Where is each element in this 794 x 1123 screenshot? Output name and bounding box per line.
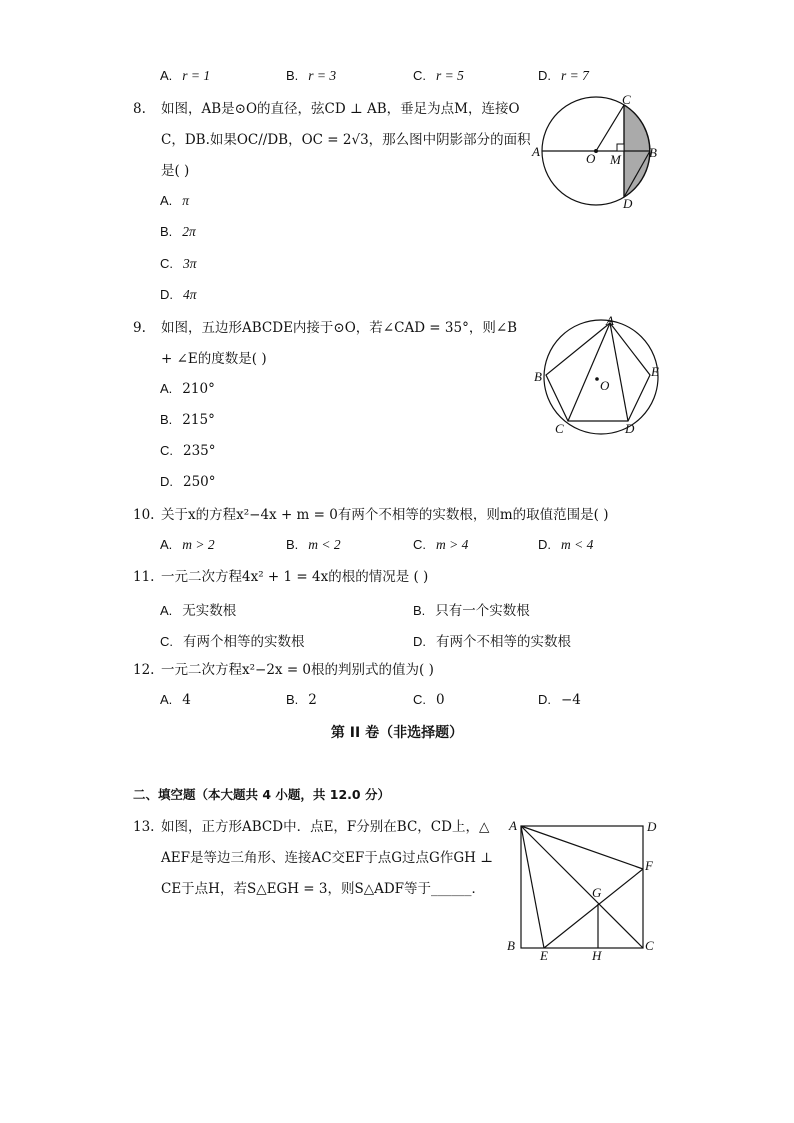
q8-option-a: A. π: [160, 193, 190, 208]
q13-stem-line3: CE于点H，若S△EGH = 3，则S△ADF等于______．: [161, 881, 486, 897]
q11-option-d: D. 有两个不相等的实数根: [413, 634, 571, 650]
q13-segment-af: [521, 826, 643, 869]
q13-stem-line2: AEF是等边三角形、连接AC交EF于点G过点G作GH ⊥: [161, 850, 493, 866]
q10-option-b: B. m < 2: [286, 537, 341, 552]
q9-label-b: B: [534, 369, 542, 384]
q9-pentagon-figure: [530, 315, 670, 437]
q9-label-d: D: [625, 421, 635, 436]
q9-label-c: C: [555, 421, 564, 436]
q13-label-g: G: [592, 885, 602, 900]
q8-option-d: D. 4π: [160, 287, 197, 302]
q8-label-a: A: [532, 144, 540, 159]
q9-option-a: A. 210°: [160, 381, 215, 397]
q9-number: 9.: [133, 320, 146, 336]
q13-label-e: E: [540, 948, 548, 963]
q11-number: 11.: [133, 569, 155, 585]
q8-label-d: D: [623, 196, 633, 210]
q11-option-a: A. 无实数根: [160, 603, 237, 619]
q13-label-b: B: [507, 938, 515, 953]
q13-stem-line1: 如图，正方形ABCD中．点E，F分别在BC，CD上，△: [161, 819, 490, 835]
q9-stem-line1: 如图，五边形ABCDE内接于⊙O，若∠CAD = 35°，则∠B: [161, 320, 518, 336]
q8-label-c: C: [622, 92, 631, 107]
q13-label-a: A: [509, 818, 517, 833]
q13-square-figure: [504, 815, 664, 965]
q8-label-b: B: [649, 145, 657, 160]
q9-stem-line2: + ∠E的度数是( ): [161, 351, 267, 367]
q9-label-a: A: [606, 315, 614, 328]
q12-number: 12.: [133, 662, 155, 678]
q13-label-h: H: [592, 948, 602, 963]
q9-center-dot: [595, 377, 599, 381]
q8-number: 8.: [133, 101, 146, 117]
q8-circle-figure: [528, 92, 668, 210]
section2-title: 二、填空题（本大题共 4 小题，共 12.0 分）: [133, 787, 390, 802]
q7-option-b: B. r = 3: [286, 68, 337, 83]
q9-option-b: B. 215°: [160, 412, 215, 428]
q8-option-c: C. 3π: [160, 256, 197, 271]
q8-right-angle-mark: [617, 144, 624, 151]
q13-number: 13.: [133, 819, 155, 835]
q13-segment-ae: [521, 826, 544, 948]
q8-stem-line3: 是( ): [161, 163, 190, 179]
q8-label-m: M: [610, 152, 621, 167]
q9-circle: [544, 320, 658, 434]
q13-segment-ef: [544, 869, 643, 948]
q12-option-d: D. −4: [538, 692, 581, 708]
q9-pentagon: [546, 323, 650, 421]
q10-number: 10.: [133, 507, 155, 523]
q13-label-d: D: [647, 819, 657, 834]
q9-segment-ac: [568, 323, 610, 421]
q11-stem: 一元二次方程4x² + 1 = 4x的根的情况是 ( ): [161, 569, 429, 585]
q10-option-d: D. m < 4: [538, 537, 594, 552]
q8-option-b: B. 2π: [160, 224, 196, 239]
q13-label-f: F: [645, 858, 653, 873]
q7-option-c: C. r = 5: [413, 68, 464, 83]
q13-label-c: C: [645, 938, 654, 953]
q8-label-o: O: [586, 151, 596, 166]
q9-label-e: E: [651, 364, 659, 379]
part2-title: 第 II 卷（非选择题）: [330, 725, 464, 741]
q9-label-o: O: [600, 378, 610, 393]
q10-option-a: A. m > 2: [160, 537, 215, 552]
q10-option-c: C. m > 4: [413, 537, 469, 552]
q13-diagonal-ac: [521, 826, 643, 948]
q7-option-a: A. r = 1: [160, 68, 211, 83]
q12-option-b: B. 2: [286, 692, 317, 708]
q9-segment-ad: [610, 323, 628, 421]
q12-option-c: C. 0: [413, 692, 445, 708]
q12-stem: 一元二次方程x²−2x = 0根的判别式的值为( ): [161, 662, 434, 678]
q9-option-c: C. 235°: [160, 443, 216, 459]
q10-stem: 关于x的方程x²−4x + m = 0有两个不相等的实数根，则m的取值范围是( ): [161, 507, 609, 523]
q12-option-a: A. 4: [160, 692, 191, 708]
q11-option-b: B. 只有一个实数根: [413, 603, 530, 619]
q8-stem-line2: C，DB.如果OC//DB，OC = 2√3，那么图中阴影部分的面积: [161, 132, 531, 148]
q11-option-c: C. 有两个相等的实数根: [160, 634, 305, 650]
q7-option-d: D. r = 7: [538, 68, 589, 83]
q9-option-d: D. 250°: [160, 474, 216, 490]
q8-stem-line1: 如图，AB是⊙O的直径，弦CD ⊥ AB，垂足为点M，连接O: [161, 101, 520, 117]
